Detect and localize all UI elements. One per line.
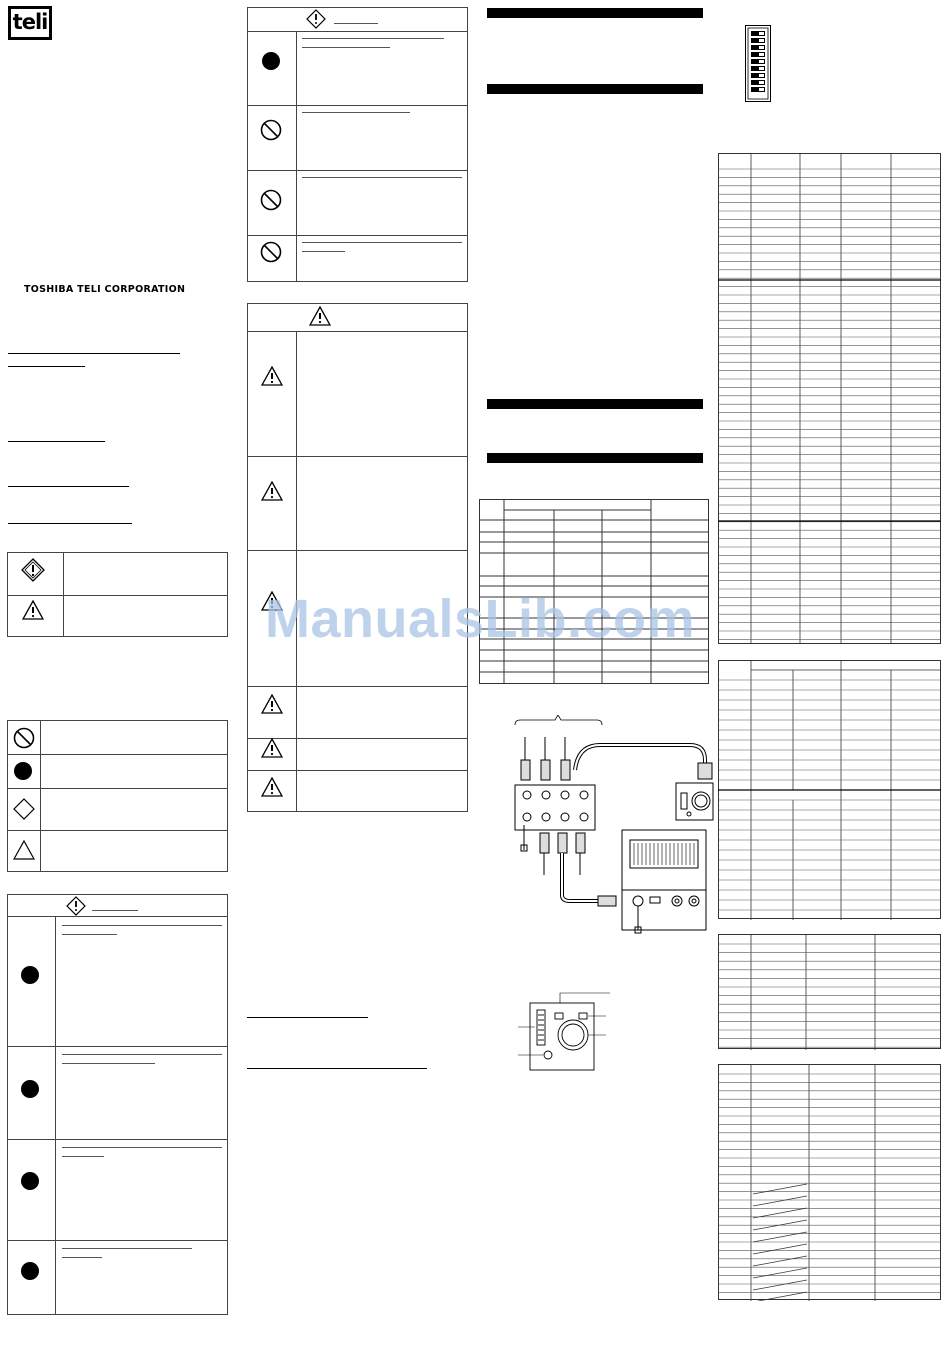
filled-circle-icon bbox=[21, 1262, 39, 1280]
table-cell-strike bbox=[753, 1244, 807, 1254]
prohibit-icon bbox=[260, 241, 282, 263]
table-cell-strike bbox=[753, 1184, 807, 1194]
heading-rule bbox=[247, 1017, 368, 1018]
diamond-exclamation-icon bbox=[306, 9, 326, 29]
table-cell-strike bbox=[753, 1196, 807, 1206]
teli-logo: teli bbox=[8, 6, 52, 40]
triangle-exclamation-icon bbox=[261, 481, 283, 501]
table-cell-strike bbox=[753, 1280, 807, 1290]
triangle-exclamation-icon bbox=[22, 600, 44, 620]
triangle-icon bbox=[13, 840, 35, 860]
section-header-bar bbox=[487, 453, 703, 463]
table-cell-strike bbox=[753, 1268, 807, 1278]
watermark: ManualsLib.com bbox=[265, 589, 696, 649]
filled-circle-icon bbox=[21, 966, 39, 984]
heading-rule bbox=[8, 441, 105, 442]
back-panel-diagram bbox=[510, 985, 630, 1075]
heading-rule bbox=[8, 366, 85, 367]
setting-table-2 bbox=[718, 660, 942, 920]
section-header-bar bbox=[487, 8, 703, 18]
diamond-exclamation-icon bbox=[21, 558, 45, 582]
heading-rule bbox=[247, 1068, 427, 1069]
connection-diagram bbox=[500, 715, 730, 945]
setting-table-1 bbox=[718, 153, 942, 645]
triangle-exclamation-icon bbox=[261, 777, 283, 797]
setting-table-3 bbox=[718, 934, 942, 1050]
table-cell-strike bbox=[753, 1256, 807, 1266]
section-header-bar bbox=[487, 399, 703, 409]
triangle-exclamation-icon bbox=[261, 694, 283, 714]
triangle-exclamation-icon bbox=[309, 306, 331, 326]
filled-circle-icon bbox=[21, 1172, 39, 1190]
prohibit-icon bbox=[13, 727, 35, 749]
setting-table-4 bbox=[718, 1064, 942, 1301]
heading-rule bbox=[8, 486, 129, 487]
section-header-bar bbox=[487, 84, 703, 94]
triangle-exclamation-icon bbox=[261, 738, 283, 758]
diamond-exclamation-icon bbox=[66, 896, 86, 916]
diamond-icon bbox=[13, 798, 35, 820]
dip-switch-diagram bbox=[745, 25, 771, 103]
prohibit-icon bbox=[260, 119, 282, 141]
heading-rule bbox=[8, 353, 180, 354]
filled-circle-icon bbox=[262, 52, 280, 70]
triangle-exclamation-icon bbox=[261, 366, 283, 386]
heading-rule bbox=[8, 523, 132, 524]
filled-circle-icon bbox=[14, 762, 32, 780]
prohibit-icon bbox=[260, 189, 282, 211]
filled-circle-icon bbox=[21, 1080, 39, 1098]
company-name: TOSHIBA TELI CORPORATION bbox=[24, 284, 186, 295]
danger-table bbox=[7, 894, 228, 1315]
